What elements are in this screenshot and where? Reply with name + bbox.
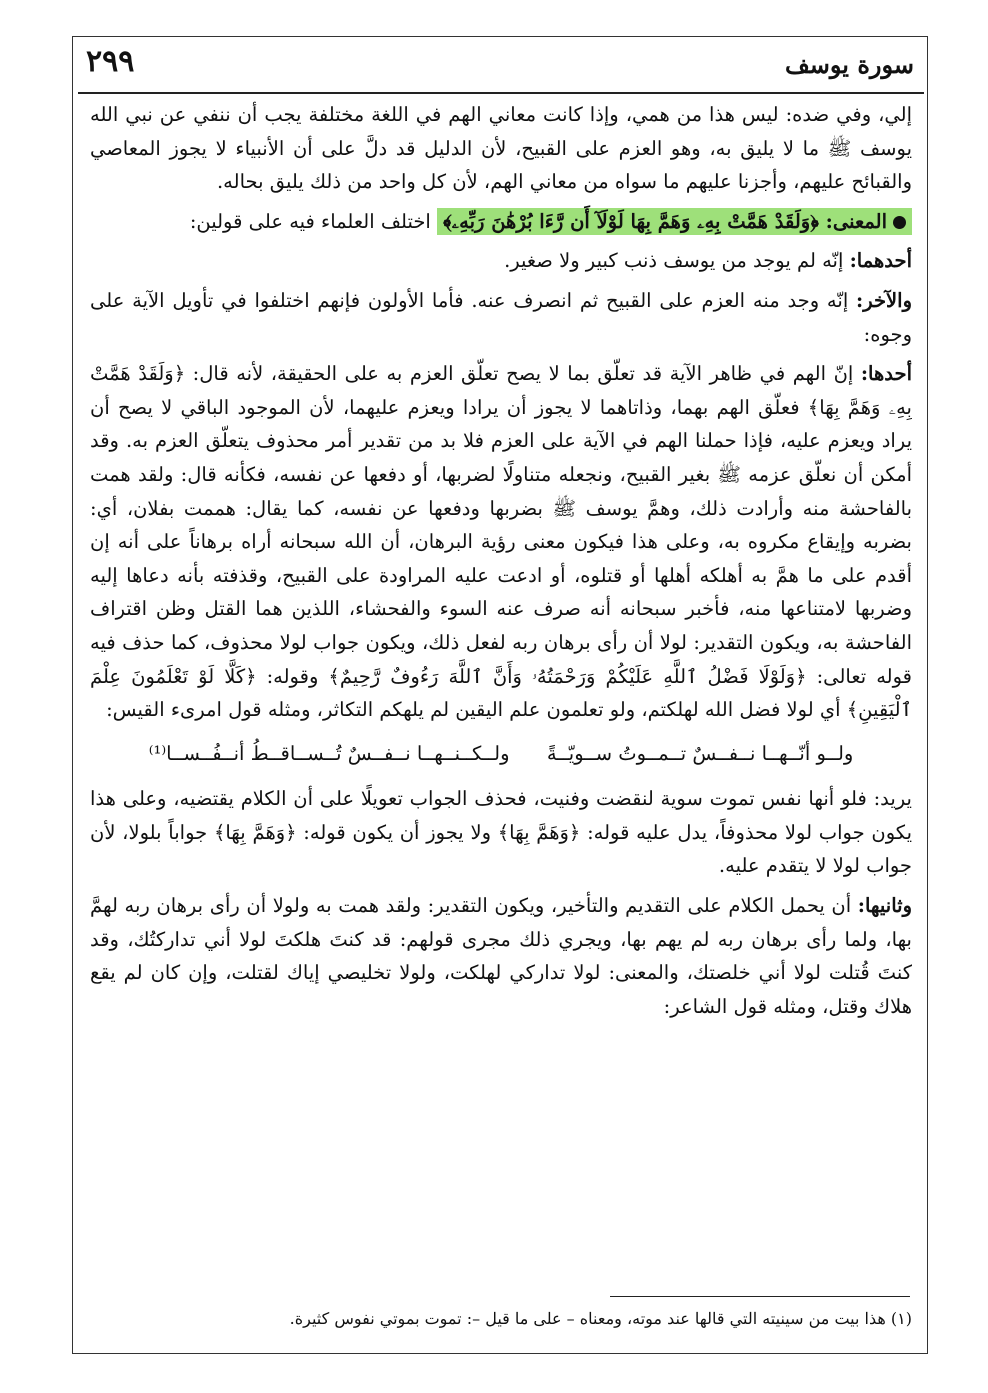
first-label: أحدهما: xyxy=(849,249,912,273)
second-text: أن يحمل الكلام على التقديم والتأخير، ويكون التقدير: ولقد همت به ولولا أن رأى برهان ربه لهمَّ بها، ولما رأى برهان ربه لم يهم بها، ويجري ذلك مجرى قولهم: قد كنتَ هلكتَ لولا أني تداركتُك، وقد كنتَ قُتلت لولا أني خلصتك، والمعنى: لولا تداركي لهلكت، ولولا تخليصي إياك لقتلت، وإن كان لم يقع هلاك وقتل، ومثله قول الشاعر: xyxy=(90,894,912,1018)
footnote-divider xyxy=(610,1296,910,1297)
verse-first-hemistich: ولــو أنّــهــا نــفــسٌ تــمــوتُ ســويّــةً xyxy=(546,741,854,765)
surah-title: سورة يوسف xyxy=(784,50,914,79)
body-text xyxy=(90,98,912,1276)
paragraph-aspect-two xyxy=(90,889,912,1023)
page-header xyxy=(78,42,924,94)
yurid-text: يريد: فلو أنها نفس تموت سوية لنقضت وفنيت، فحذف الجواب تعويلًا على أن الكلام يقتضيه، وعلى هذا يكون جواب لولا محذوفاً، يدل عليه قوله: ﴿وَهَمَّ بِهَا﴾ ولا يجوز أن يكون قوله: ﴿وَهَمَّ بِهَا﴾ جواباً بلولا، لأن جواب لولا لا يتقدم عليه. xyxy=(90,787,912,878)
page-number: ٢٩٩ xyxy=(86,44,135,79)
verse-second-hemistich: ولــكــنــهــا نــفــسٌ تُــســاقــطُ أنــفُــســا⁽¹⁾ xyxy=(148,741,510,765)
paragraph-intro-text: إلي، وفي ضده: ليس هذا من همي، وإذا كانت معاني الهم في اللغة مختلفة يجب أن ننفي عن نبي الله يوسف ﷺ ما لا يليق به، وهو العزم على القبيح، لأن الدليل قد دلَّ على أن الأنبياء لا يجوز المعاصي والقبائح عليهم، وأجزنا عليهم ما سواه من معاني الهم، لأن كل واحد من ذلك يليق بحاله. xyxy=(90,103,912,194)
paragraph-first-opinion xyxy=(90,244,912,278)
second-label: وثانيها: xyxy=(857,894,912,918)
first-text: إنّه لم يوجد من يوسف ذنب كبير ولا صغير. xyxy=(504,249,844,273)
paragraph-intro xyxy=(90,98,912,199)
paragraph-aspect-one xyxy=(90,357,912,727)
footnote xyxy=(90,1306,912,1332)
paragraph-other-opinion xyxy=(90,284,912,351)
aspect1-label: أحدها: xyxy=(860,362,912,386)
bullet-icon xyxy=(893,216,906,229)
footnote-text: هذا بيت من سينيته التي قالها عند موته، ومعناه – على ما قيل –: تموت بموتي نفوس كثيرة. xyxy=(289,1309,886,1328)
paragraph-meaning xyxy=(90,205,912,239)
aspect1-text: إنّ الهم في ظاهر الآية قد تعلّق بما لا يصح تعلّق العزم به على الحقيقة، لأنه قال: ﴿وَلَقَدْ هَمَّتْ بِهِۦ وَهَمَّ بِهَا﴾ فعلّق الهم بهما، وذاتاهما لا يجوز أن يرادا ويعزم عليهما، لأن الموجود الباقي لا يصح أن يراد ويعزم عليه، فإذا حملنا الهم في الآية على العزم فلا بد من تقدير أمر محذوف يتعلّق العزم به. وقد أمكن أن نعلّق عزمه ﷺ بغير القبيح، ونجعله متناولًا لضربها، أو دفعها عن نفسه، فكأنه قال: ولقد همت بالفاحشة منه وأرادت ذلك، وهمَّ يوسف ﷺ بضربها ودفعها عن نفسه، كما يقال: هممت بفلان، أي: بضربه وإيقاع مكروه به، وعلى هذا فيكون معنى رؤية البرهان، أن الله سبحانه أراه برهاناً على أنه إن أقدم على ما همَّ به أهلكه أهلها أو قتلوه، أو ادعت عليه المراودة على القبيح، وقذفته بأنه دعاها إليه وضربها لامتناعها منه، فأخبر سبحانه أنه صرف عنه السوء والفحشاء، اللذين هما القتل وظن اقتراف الفاحشة به، ويكون التقدير: لولا أن رأى برهان ربه لفعل ذلك، ويكون جواب لولا محذوف، كما حذف فيه قوله تعالى: ﴿وَلَوْلَا فَضْلُ ٱللَّهِ عَلَيْكُمْ وَرَحْمَتُهُۥ وَأَنَّ ٱللَّهَ رَءُوفٌ رَّحِيمٌ﴾ وقوله: ﴿كَلَّا لَوْ تَعْلَمُونَ عِلْمَ ٱلْيَقِينِ﴾ أي لولا فضل الله لهلكتم، ولو تعلمون علم اليقين لم يلهكم التكاثر، ومثله قول امرىء القيس: xyxy=(90,362,912,722)
meaning-text: اختلف العلماء فيه على قولين: xyxy=(189,209,431,233)
meaning-highlight xyxy=(437,208,912,235)
footnote-number: (١) xyxy=(890,1309,912,1328)
other-label: والآخر: xyxy=(856,288,912,312)
poetry-verse xyxy=(90,733,912,775)
paragraph-yurid xyxy=(90,782,912,883)
meaning-label: المعنى: ﴿وَلَقَدْ هَمَّتْ بِهِۦ وَهَمَّ بِهَا لَوْلَآ أَن رَّءَا بُرْهَٰنَ رَبِّهِۦ﴾ xyxy=(443,209,887,233)
other-text: إنّه وجد منه العزم على القبيح ثم انصرف عنه. فأما الأولون فإنهم اختلفوا في تأويل الآية على وجوه: xyxy=(90,288,912,346)
